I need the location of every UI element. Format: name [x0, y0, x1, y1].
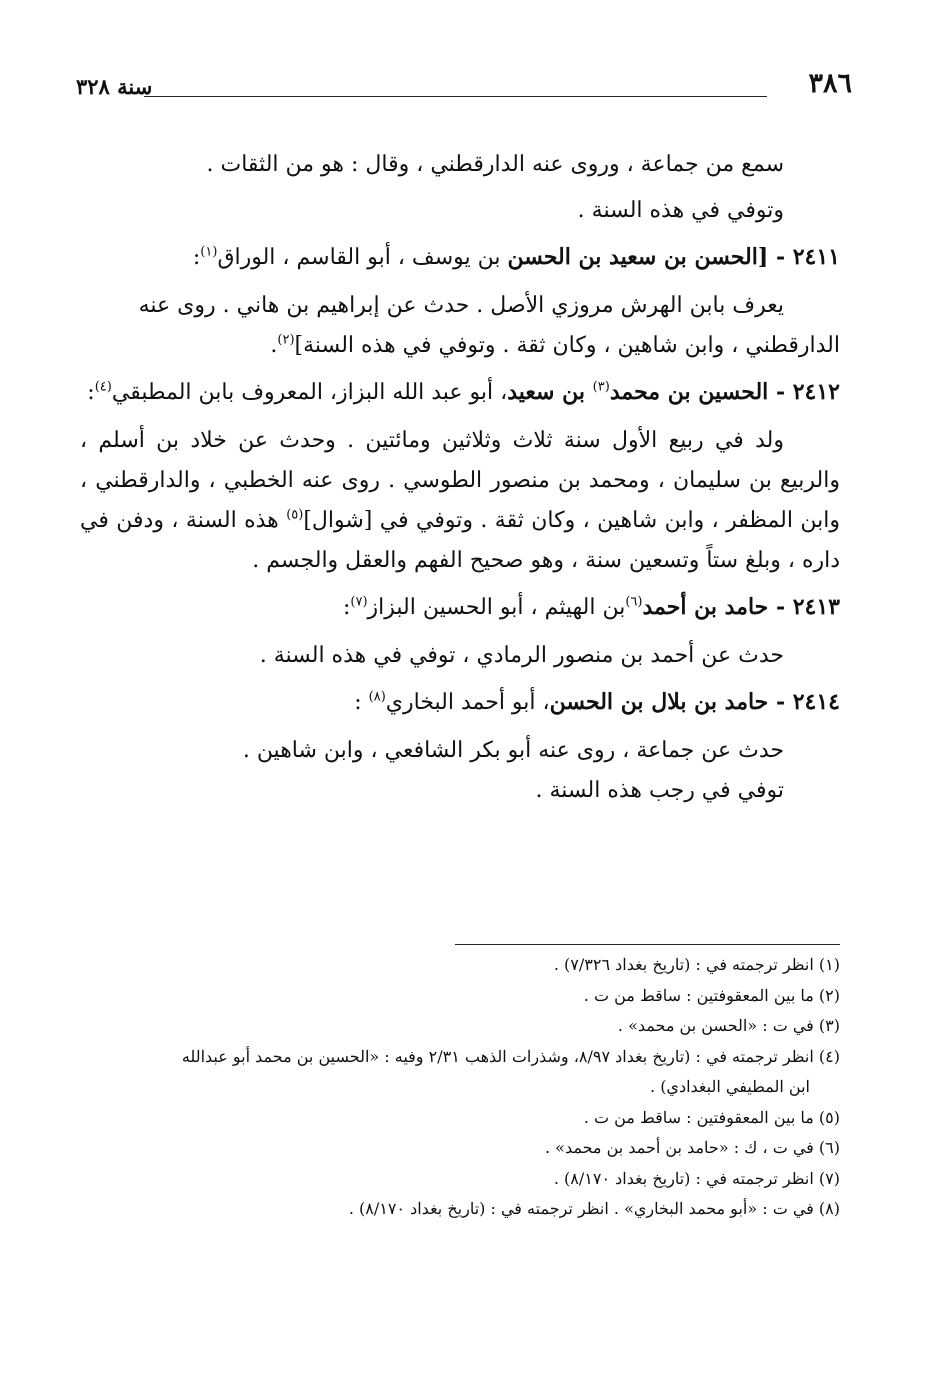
- footnote-ref: (٤): [94, 379, 112, 395]
- footnote-ref: (٥): [286, 507, 304, 523]
- paragraph: حدث عن أحمد بن منصور الرمادي ، توفي في هذه السنة .: [259, 643, 784, 668]
- running-head: سنة ٣٢٨: [76, 74, 153, 99]
- paragraph: وتوفي في هذه السنة .: [577, 198, 784, 223]
- entry-colon: :: [354, 690, 369, 715]
- entry-colon: :: [192, 245, 201, 270]
- footnote-ref: (٦): [625, 594, 643, 610]
- footnote: (٥) ما بين المعقوفتين : ساقط من ت .: [583, 1107, 840, 1127]
- footnote: (٣) في ت : «الحسن بن محمد» .: [617, 1016, 840, 1035]
- paragraph: توفي في رجب هذه السنة .: [535, 778, 784, 803]
- entry-colon: :: [87, 380, 95, 405]
- entry-heading-2411: [80, 237, 840, 278]
- footnotes: [80, 950, 840, 1225]
- footnote-ref: (٢): [277, 332, 295, 348]
- entry-details: بن الهيثم ، أبو الحسين البزاز: [367, 595, 626, 620]
- entry-name: [الحسن بن سعيد بن الحسن: [507, 244, 769, 270]
- paragraph: [80, 421, 840, 581]
- paragraph-line: الدارقطني ، وابن شاهين ، وكان ثقة . وتوفي في هذه السنة]: [294, 333, 840, 358]
- paragraph: [80, 326, 840, 366]
- entry-name: حامد بن بلال بن الحسن: [549, 689, 769, 715]
- footnote-ref: (٧): [350, 594, 368, 610]
- entry-name-cont: بن سعيد: [507, 379, 593, 405]
- entry-heading-2413: [80, 587, 840, 628]
- footnote-rule: [455, 944, 840, 945]
- footnote-continuation: ابن المطيفي البغدادي) .: [650, 1077, 810, 1096]
- footnote: (٢) ما بين المعقوفتين : ساقط من ت .: [583, 985, 840, 1005]
- footnote: (٤) انظر ترجمته في : (تاريخ بغداد ٨/٩٧، وشذرات الذهب ٢/٣١ وفيه : «الحسين بن محمد أبو عبدالله: [181, 1046, 840, 1066]
- footnote: (٧) انظر ترجمته في : (تاريخ بغداد ٨/١٧٠) .: [553, 1168, 840, 1188]
- entry-number: ٢٤١٤ -: [768, 689, 840, 715]
- entry-number: ٢٤١٢ -: [768, 379, 840, 405]
- entry-name: الحسين بن محمد: [609, 379, 769, 405]
- paragraph: [80, 286, 840, 326]
- entry-heading-2412: [80, 372, 840, 413]
- footnote-ref: (١): [200, 244, 218, 260]
- footnote: (٨) في ت : «أبو محمد البخاري» . انظر ترجمته في : (تاريخ بغداد ٨/١٧٠) .: [348, 1199, 840, 1218]
- paragraph-line: يعرف بابن الهرش مروزي الأصل . حدث عن إبراهيم بن هاني . روى عنه: [138, 293, 784, 318]
- header-rule: [144, 96, 767, 97]
- footnote-ref: (٣): [592, 379, 610, 395]
- entry-heading-2414: [80, 682, 840, 723]
- paragraph: سمع من جماعة ، وروى عنه الدارقطني ، وقال : هو من الثقات .: [206, 152, 784, 177]
- entry-details: ، أبو عبد الله البزاز، المعروف بابن المطبقي: [111, 380, 508, 405]
- paragraph-end: .: [270, 333, 278, 358]
- entry-details: بن يوسف ، أبو القاسم ، الوراق: [217, 245, 508, 270]
- entry-colon: :: [342, 595, 351, 620]
- entry-number: ٢٤١٣ -: [768, 594, 840, 620]
- paragraph-text: ولد في ربيع الأول سنة ثلاث وثلاثين ومائتين . وحدث عن خلاد بن أسلم ، والربيع بن سليمان ، ومحمد بن منصور الطوسي . روى عنه الخطبي ، والدارقطني ، وابن المظفر ، وابن شاهين ، وكان ثقة . وتوفي في [شوال]: [80, 428, 840, 533]
- entry-details: ، أبو أحمد البخاري: [385, 690, 550, 715]
- entry-number: ٢٤١١ -: [768, 244, 840, 270]
- main-text: [80, 145, 840, 817]
- page-number: ٣٨٦: [808, 68, 852, 99]
- footnote-ref: (٨): [368, 689, 386, 705]
- paragraph: حدث عن جماعة ، روى عنه أبو بكر الشافعي ، وابن شاهين .: [242, 738, 784, 763]
- entry-name: حامد بن أحمد: [642, 594, 769, 620]
- footnote: (٦) في ت ، ك : «حامد بن أحمد بن محمد» .: [544, 1138, 840, 1157]
- footnote: (١) انظر ترجمته في : (تاريخ بغداد ٧/٣٢٦) .: [553, 955, 840, 974]
- page-header: [76, 68, 852, 108]
- paragraph-text: هذه السنة ، ودفن في داره ، وبلغ ستاً وتسعين سنة ، وهو صحيح الفهم والعقل والجسم .: [80, 508, 840, 573]
